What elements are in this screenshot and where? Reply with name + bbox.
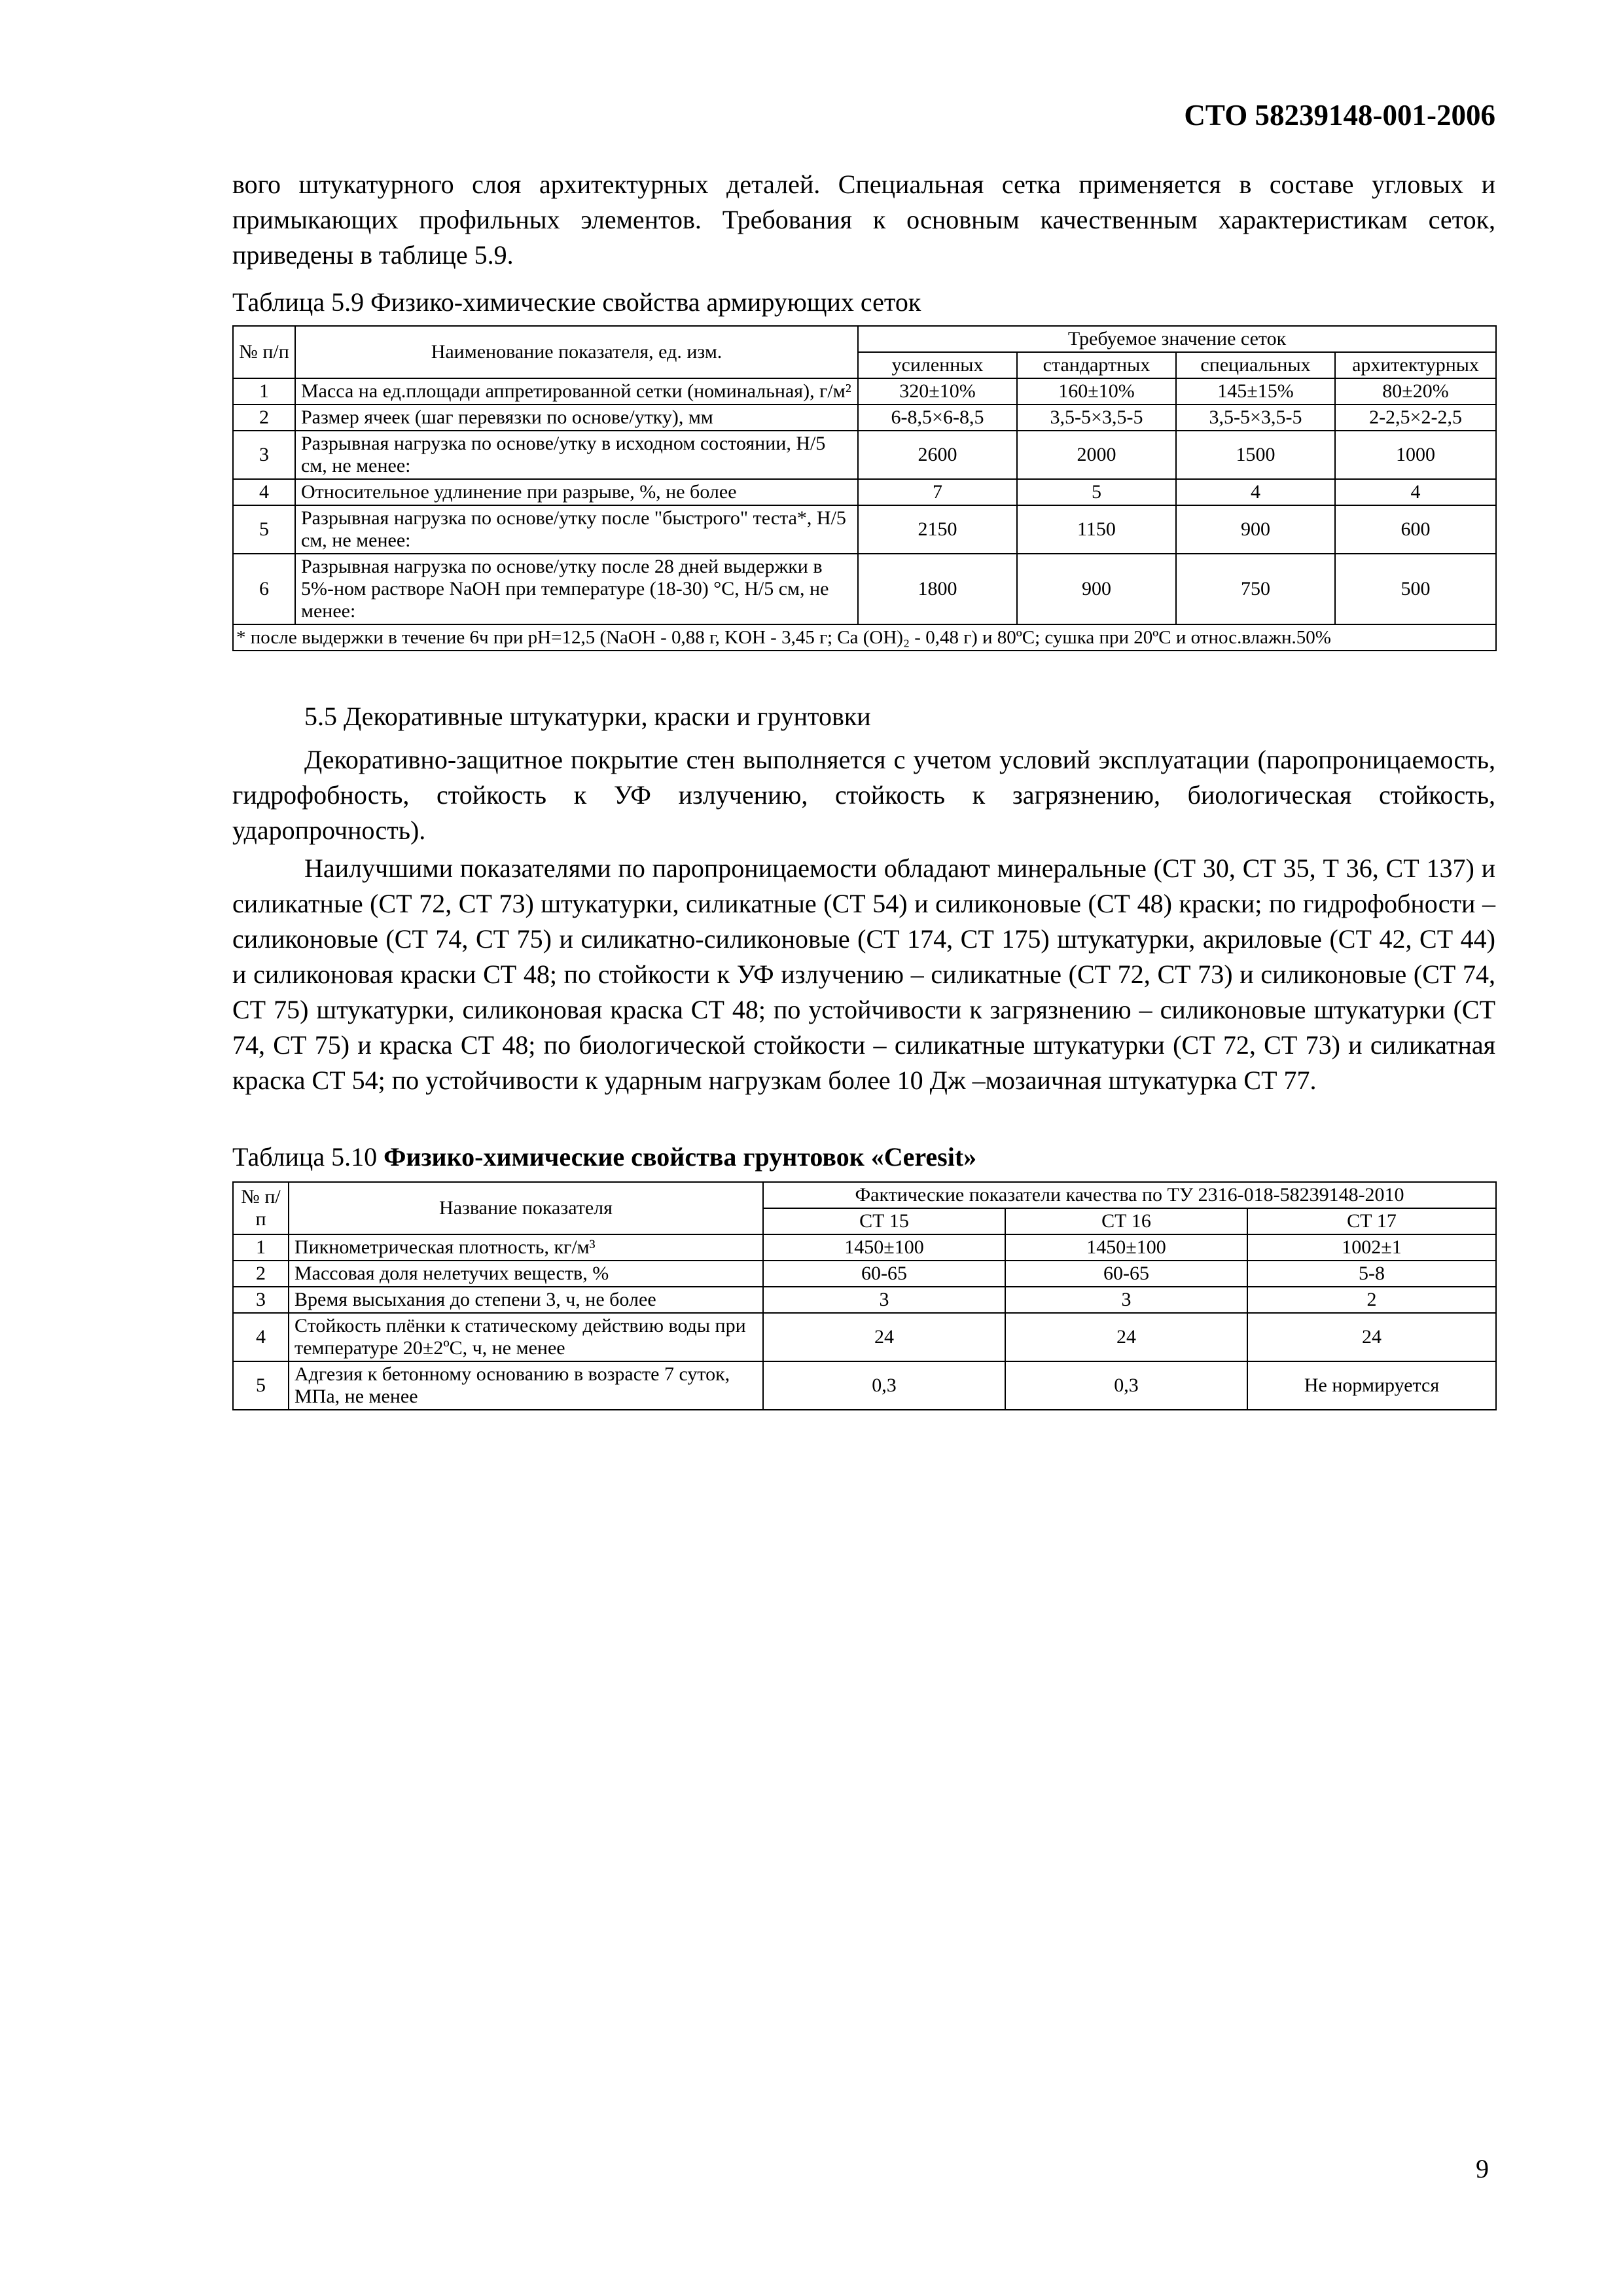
- row-value: 3: [1005, 1287, 1247, 1313]
- row-no: 2: [233, 404, 295, 431]
- table-row: [233, 404, 1496, 431]
- row-value: 24: [1247, 1313, 1496, 1361]
- table-row: [233, 1261, 1496, 1287]
- row-value: 1150: [1017, 505, 1176, 554]
- row-value: 80±20%: [1335, 378, 1496, 404]
- row-value: 60-65: [1005, 1261, 1247, 1287]
- row-name: Разрывная нагрузка по основе/утку в исходном состоянии, Н/5 см, не менее:: [295, 431, 858, 479]
- row-name: Массовая доля нелетучих веществ, %: [289, 1261, 763, 1287]
- row-value: 4: [1335, 479, 1496, 505]
- row-no: 3: [233, 431, 295, 479]
- row-no: 4: [233, 1313, 289, 1361]
- row-value: 145±15%: [1176, 378, 1335, 404]
- subcol-header: усиленных: [858, 352, 1017, 378]
- row-value: 1800: [858, 554, 1017, 624]
- row-name: Масса на ед.площади аппретированной сетки (номинальная), г/м²: [295, 378, 858, 404]
- row-value: 320±10%: [858, 378, 1017, 404]
- table-row: [233, 1361, 1496, 1410]
- table-row: [233, 1313, 1496, 1361]
- table-row: [233, 1287, 1496, 1313]
- table-row: [233, 479, 1496, 505]
- section-paragraph-1: Декоративно-защитное покрытие стен выполняется с учетом условий эксплуатации (паропроницаемость, гидрофобность, стойкость к УФ излучению, стойкость к загрязнению, биологическая стойкость, ударопрочность).: [232, 745, 1495, 845]
- row-no: 5: [233, 505, 295, 554]
- row-value: 5: [1017, 479, 1176, 505]
- table-5-9: [232, 325, 1497, 651]
- row-no: 5: [233, 1361, 289, 1410]
- col-group-header: Требуемое значение сеток: [858, 326, 1496, 352]
- row-name: Адгезия к бетонному основанию в возрасте 7 суток, МПа, не менее: [289, 1361, 763, 1410]
- row-value: 1000: [1335, 431, 1496, 479]
- table-row: [233, 554, 1496, 624]
- section-heading: 5.5 Декоративные штукатурки, краски и грунтовки: [304, 702, 871, 731]
- row-value: 3: [763, 1287, 1005, 1313]
- row-value: 24: [1005, 1313, 1247, 1361]
- row-value: 1500: [1176, 431, 1335, 479]
- row-value: 4: [1176, 479, 1335, 505]
- row-name: Разрывная нагрузка по основе/утку после "быстрого" теста*, Н/5 см, не менее:: [295, 505, 858, 554]
- row-value: 3,5-5×3,5-5: [1017, 404, 1176, 431]
- row-value: 2: [1247, 1287, 1496, 1313]
- col-name-header: Название показателя: [289, 1182, 763, 1234]
- row-value: 3,5-5×3,5-5: [1176, 404, 1335, 431]
- table-5-9-caption: Таблица 5.9 Физико-химические свойства армирующих сеток: [232, 287, 921, 317]
- col-name-header: Наименование показателя, ед. изм.: [295, 326, 858, 378]
- col-no-header: № п/п: [233, 1182, 289, 1234]
- row-value: Не нормируется: [1247, 1361, 1496, 1410]
- row-value: 1450±100: [763, 1234, 1005, 1261]
- table-5-9-footnote: * после выдержки в течение 6ч при pH=12,5 (NaOH - 0,88 г, KOH - 3,45 г; Ca (OH)₂ - 0,48 г) и 80ºС; сушка при 20ºС и относ.влажн.50%: [233, 624, 1496, 651]
- row-value: 7: [858, 479, 1017, 505]
- row-value: 160±10%: [1017, 378, 1176, 404]
- document-code: СТО 58239148-001-2006: [1184, 99, 1495, 132]
- row-value: 2600: [858, 431, 1017, 479]
- row-value: 500: [1335, 554, 1496, 624]
- row-no: 6: [233, 554, 295, 624]
- row-value: 600: [1335, 505, 1496, 554]
- subcol-header: СТ 17: [1247, 1208, 1496, 1234]
- row-value: 5-8: [1247, 1261, 1496, 1287]
- row-value: 6-8,5×6-8,5: [858, 404, 1017, 431]
- row-no: 1: [233, 1234, 289, 1261]
- row-value: 0,3: [763, 1361, 1005, 1410]
- subcol-header: архитектурных: [1335, 352, 1496, 378]
- row-name: Размер ячеек (шаг перевязки по основе/утку), мм: [295, 404, 858, 431]
- row-name: Время высыхания до степени 3, ч, не более: [289, 1287, 763, 1313]
- row-value: 2-2,5×2-2,5: [1335, 404, 1496, 431]
- subcol-header: стандартных: [1017, 352, 1176, 378]
- row-value: 1002±1: [1247, 1234, 1496, 1261]
- table-row: [233, 378, 1496, 404]
- row-value: 900: [1176, 505, 1335, 554]
- row-value: 60-65: [763, 1261, 1005, 1287]
- row-name: Пикнометрическая плотность, кг/м³: [289, 1234, 763, 1261]
- row-value: 2000: [1017, 431, 1176, 479]
- row-no: 3: [233, 1287, 289, 1313]
- section-paragraph-2: Наилучшими показателями по паропроницаемости обладают минеральные (СТ 30, СТ 35, Т 36, СТ 137) и силикатные (СТ 72, СТ 73) штукатурки, силикатные (СТ 54) и силиконовые (СТ 48) краски; по гидрофобности – силиконовые (СТ 74, СТ 75) и силикатно-силиконовые (СТ 174, СТ 175) штукатурки, акриловые (СТ 42, СТ 44) и силиконовая краски СТ 48; по стойкости к УФ излучению – силикатные (СТ 72, СТ 73) и силиконовые (СТ 74, СТ 75) штукатурки, силиконовая краска СТ 48; по устойчивости к загрязнению – силиконовые штукатурки (СТ 74, СТ 75) и краска СТ 48; по биологической стойкости – силикатные штукатурки (СТ 72, СТ 73) и силикатная краска СТ 54; по устойчивости к ударным нагрузкам более 10 Дж –мозаичная штукатурка СТ 77.: [232, 853, 1495, 1095]
- table-5-10: [232, 1181, 1497, 1410]
- row-name: Разрывная нагрузка по основе/утку после 28 дней выдержки в 5%-ном растворе NaOH при температуре (18-30) °С, Н/5 см, не менее:: [295, 554, 858, 624]
- row-value: 1450±100: [1005, 1234, 1247, 1261]
- table-row: [233, 1234, 1496, 1261]
- col-no-header: № п/п: [233, 326, 295, 378]
- subcol-header: СТ 15: [763, 1208, 1005, 1234]
- page-number: 9: [1476, 2154, 1489, 2183]
- col-group-header: Фактические показатели качества по ТУ 2316-018-58239148-2010: [763, 1182, 1496, 1208]
- row-value: 2150: [858, 505, 1017, 554]
- row-value: 750: [1176, 554, 1335, 624]
- subcol-header: специальных: [1176, 352, 1335, 378]
- row-name: Относительное удлинение при разрыве, %, не более: [295, 479, 858, 505]
- caption-title: Физико-химические свойства грунтовок «Ceresit»: [383, 1142, 977, 1172]
- table-row: [233, 431, 1496, 479]
- row-no: 1: [233, 378, 295, 404]
- row-value: 24: [763, 1313, 1005, 1361]
- caption-prefix: Таблица 5.10: [232, 1142, 384, 1172]
- row-no: 4: [233, 479, 295, 505]
- table-row: [233, 505, 1496, 554]
- intro-paragraph: вого штукатурного слоя архитектурных деталей. Специальная сетка применяется в составе угловых и примыкающих профильных элементов. Требования к основным качественным характеристикам сеток, приведены в таблице 5.9.: [232, 170, 1495, 270]
- row-value: 900: [1017, 554, 1176, 624]
- subcol-header: СТ 16: [1005, 1208, 1247, 1234]
- row-no: 2: [233, 1261, 289, 1287]
- row-value: 0,3: [1005, 1361, 1247, 1410]
- row-name: Стойкость плёнки к статическому действию воды при температуре 20±2ºС, ч, не менее: [289, 1313, 763, 1361]
- table-5-10-caption: [232, 1141, 976, 1174]
